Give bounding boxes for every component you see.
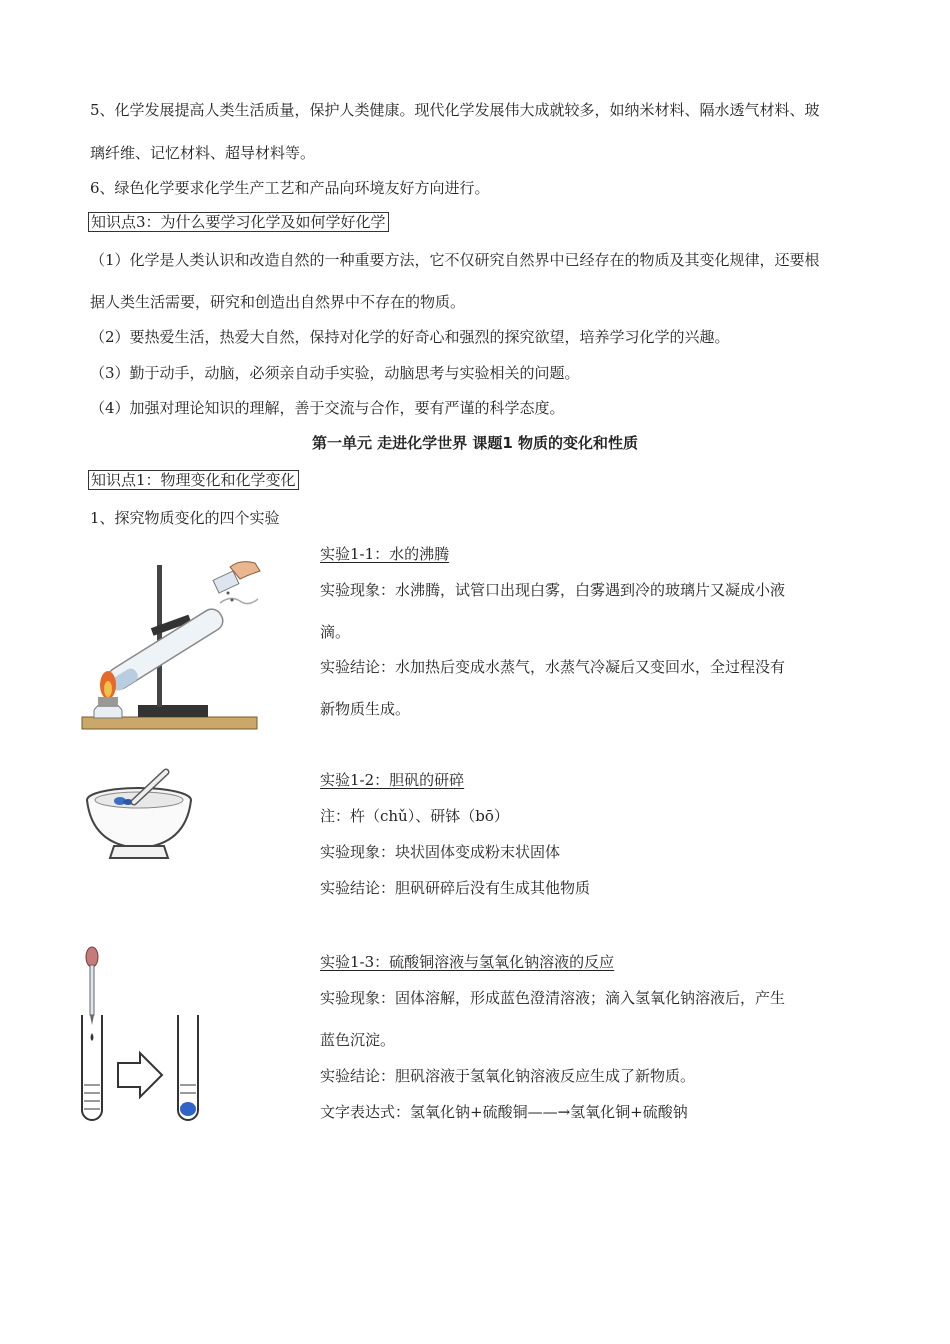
exp2-conclusion: 实验结论：胆矾研碎后没有生成其他物质 xyxy=(320,879,591,897)
exp1-conclusion-line1: 实验结论：水加热后变成水蒸气，水蒸气冷凝后又变回水，全过程没有 xyxy=(320,658,786,676)
paragraph-5-line2: 璃纤维、记忆材料、超导材料等。 xyxy=(90,144,316,162)
exp3-title: 实验1-3：硫酸铜溶液与氢氧化钠溶液的反应 xyxy=(320,953,615,971)
paragraph-6: 6、绿色化学要求化学生产工艺和产品向环境友好方向进行。 xyxy=(90,179,490,197)
kp3-item4: （4）加强对理论知识的理解，善于交流与合作，要有严谨的科学态度。 xyxy=(90,399,565,417)
exp3-word-equation: 文字表达式：氢氧化钠+硫酸铜——→氢氧化铜+硫酸钠 xyxy=(320,1103,688,1121)
exp3-phenomenon-line2: 蓝色沉淀。 xyxy=(320,1031,396,1049)
paragraph-5-line1: 5、化学发展提高人类生活质量，保护人类健康。现代化学发展伟大成就较多，如纳米材料、隔水透气材料、玻 xyxy=(90,101,820,119)
kp3-heading: 知识点3：为什么要学习化学及如何学好化学 xyxy=(88,212,389,232)
kp1-heading: 知识点1：物理变化和化学变化 xyxy=(88,470,299,490)
kp3-item1-line1: （1）化学是人类认识和改造自然的一种重要方法，它不仅研究自然界中已经存在的物质及其变化规律，还要根 xyxy=(90,251,820,269)
exp1-conclusion-line2: 新物质生成。 xyxy=(320,700,411,718)
exp2-title: 实验1-2：胆矾的研碎 xyxy=(320,771,465,789)
boiling-water-apparatus-illustration xyxy=(80,545,270,735)
kp1-intro: 1、探究物质变化的四个实验 xyxy=(90,509,280,527)
exp2-note: 注：杵（chǔ）、研钵（bō） xyxy=(320,807,509,825)
exp1-phenomenon-line1: 实验现象：水沸腾，试管口出现白雾，白雾遇到冷的玻璃片又凝成小液 xyxy=(320,581,786,599)
kp3-item2: （2）要热爱生活，热爱大自然，保持对化学的好奇心和强烈的探究欲望，培养学习化学的兴趣。 xyxy=(90,328,730,346)
exp1-phenomenon-line2: 滴。 xyxy=(320,623,351,641)
exp2-phenomenon: 实验现象：块状固体变成粉末状固体 xyxy=(320,843,561,861)
kp3-item1-line2: 据人类生活需要，研究和创造出自然界中不存在的物质。 xyxy=(90,293,466,311)
unit-title: 第一单元 走进化学世界 课题1 物质的变化和性质 xyxy=(311,434,639,452)
exp3-phenomenon-line1: 实验现象：固体溶解，形成蓝色澄清溶液；滴入氢氧化钠溶液后，产生 xyxy=(320,989,786,1007)
test-tube-reaction-illustration xyxy=(78,945,213,1125)
mortar-pestle-illustration xyxy=(82,768,197,868)
exp3-conclusion: 实验结论：胆矾溶液于氢氧化钠溶液反应生成了新物质。 xyxy=(320,1067,696,1085)
kp3-item3: （3）勤于动手，动脑，必须亲自动手实验，动脑思考与实验相关的问题。 xyxy=(90,364,580,382)
exp1-title: 实验1-1：水的沸腾 xyxy=(320,545,450,563)
